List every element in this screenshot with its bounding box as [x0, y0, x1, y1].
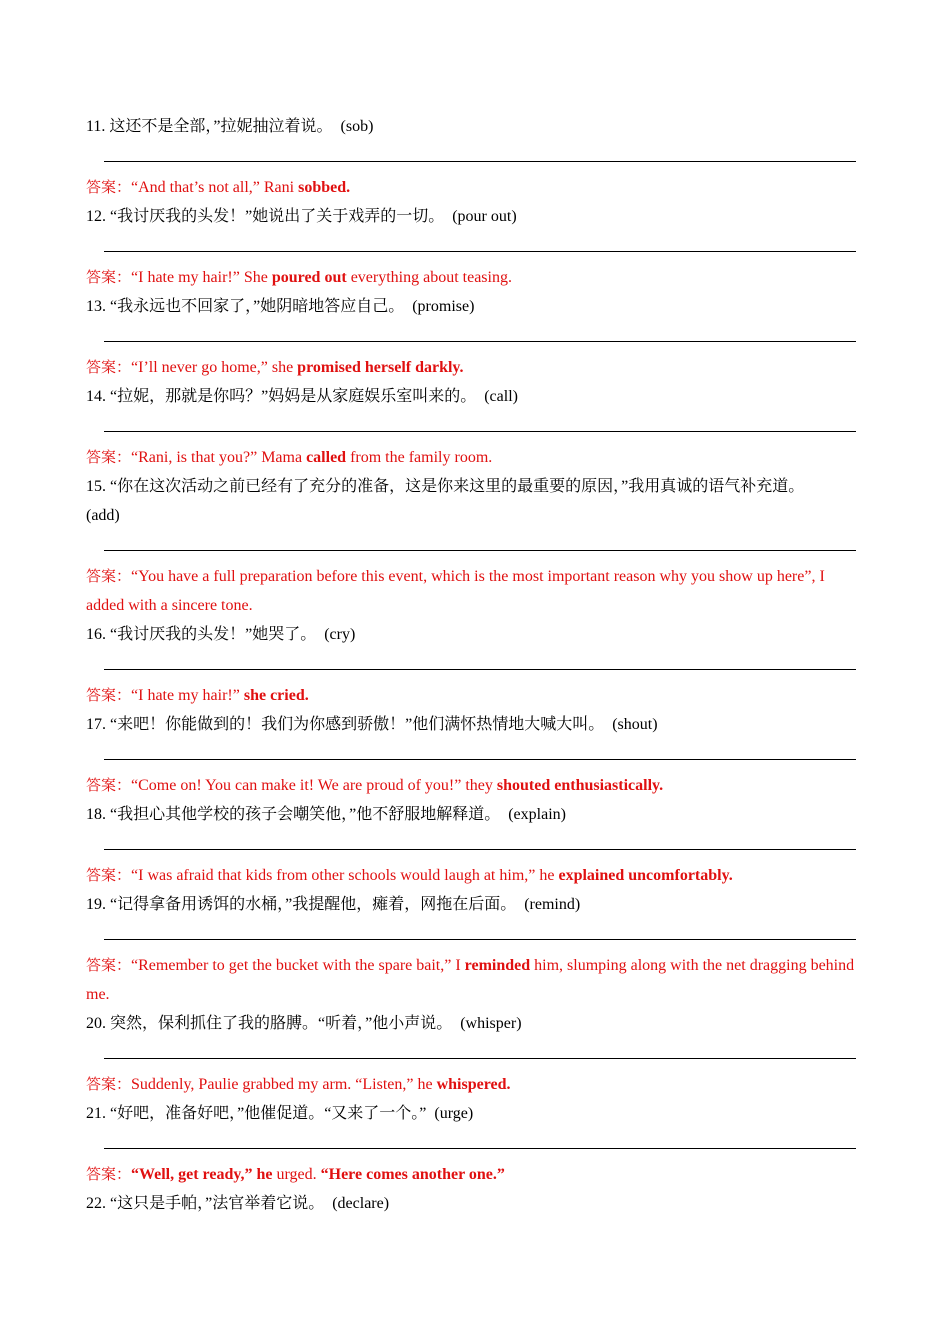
answer-key-phrase: reminded: [464, 957, 531, 974]
question-line: [86, 890, 866, 919]
answer-blank-line[interactable]: [104, 341, 856, 342]
answer-line: [86, 263, 866, 292]
verb-hint: (add): [86, 507, 120, 524]
answer-key-phrase: whispered.: [436, 1076, 511, 1093]
answer-blank-line[interactable]: [104, 550, 856, 551]
answer-key-phrase: shouted enthusiastically.: [496, 777, 664, 794]
question-line: [86, 800, 866, 829]
question-line: [86, 202, 866, 231]
answer-text: “I’ll never go home,” she: [131, 359, 298, 376]
verb-hint: (whisper): [460, 1015, 522, 1032]
exercise-item: [86, 1009, 866, 1099]
answer-text: “Come on! You can make it! We are proud of you!” they: [131, 777, 497, 794]
question-text: “我讨厌我的头发！”她哭了。: [110, 626, 317, 643]
exercise-item: [86, 620, 866, 710]
answer-blank-line[interactable]: [104, 251, 856, 252]
exercise-item: [86, 292, 866, 382]
answer-label: 答案：: [86, 567, 132, 585]
answer-label: 答案：: [86, 358, 132, 376]
question-number: 11.: [86, 118, 106, 135]
question-text: “你在这次活动之前已经有了充分的准备，这是你来这里的最重要的原因，”我用真诚的语气补充道。: [110, 478, 805, 495]
answer-line: [86, 681, 866, 710]
question-line: [86, 382, 866, 411]
question-number: 14.: [86, 388, 106, 405]
answer-key-phrase: sobbed.: [298, 179, 351, 196]
answer-text: “I hate my hair!”: [131, 687, 244, 704]
answer-label: 答案：: [86, 866, 132, 884]
question-text: “我讨厌我的头发！”她说出了关于戏弄的一切。: [110, 208, 445, 225]
question-number: 16.: [86, 626, 106, 643]
exercise-item: [86, 382, 866, 472]
question-number: 17.: [86, 716, 106, 733]
answer-label: 答案：: [86, 956, 132, 974]
answer-text: “You have a full preparation before this event, which is the most important reason why you show up here”, I added with a sincere tone.: [86, 568, 825, 614]
verb-hint: (remind): [524, 896, 581, 913]
answer-line: [86, 1070, 866, 1099]
question-text: 突然，保利抓住了我的胳膊。“听着，”他小声说。: [110, 1015, 453, 1032]
question-number: 12.: [86, 208, 106, 225]
answer-key-phrase: promised herself darkly.: [297, 359, 464, 376]
verb-hint: (sob): [340, 118, 374, 135]
exercise-item: [86, 710, 866, 800]
question-line: [86, 1189, 866, 1218]
question-number: 21.: [86, 1105, 106, 1122]
exercise-item: [86, 1099, 866, 1189]
answer-key-phrase: poured out: [271, 269, 347, 286]
answer-label: 答案：: [86, 448, 132, 466]
verb-hint: (cry): [324, 626, 356, 643]
answer-key-phrase: explained uncomfortably.: [558, 867, 733, 884]
answer-line: [86, 1160, 866, 1189]
answer-blank-line[interactable]: [104, 161, 856, 162]
answer-text: everything about teasing.: [346, 269, 512, 286]
answer-label: 答案：: [86, 178, 132, 196]
exercise-item: [86, 472, 866, 620]
answer-blank-line[interactable]: [104, 939, 856, 940]
answer-line: [86, 443, 866, 472]
answer-line: [86, 951, 866, 1009]
answer-line: [86, 353, 866, 382]
verb-hint: (promise): [412, 298, 475, 315]
answer-text: “I hate my hair!” She: [131, 269, 272, 286]
answer-text: him, slumping along with the net dragging behind me.: [86, 957, 855, 1003]
answer-line: [86, 861, 866, 890]
verb-hint: (urge): [434, 1105, 474, 1122]
exercise-list: [86, 112, 866, 1218]
question-text: “我担心其他学校的孩子会嘲笑他，”他不舒服地解释道。: [110, 806, 501, 823]
exercise-item: [86, 800, 866, 890]
answer-key-phrase: “Here comes another one.”: [320, 1166, 505, 1183]
answer-blank-line[interactable]: [104, 759, 856, 760]
answer-label: 答案：: [86, 1075, 132, 1093]
verb-hint: (pour out): [452, 208, 517, 225]
answer-text: “Rani, is that you?” Mama: [131, 449, 307, 466]
question-text: “记得拿备用诱饵的水桶，”我提醒他，瘫着，网拖在后面。: [110, 896, 517, 913]
question-number: 15.: [86, 478, 106, 495]
question-line: [86, 1099, 866, 1128]
answer-key-phrase: “Well, get ready,” he: [131, 1166, 273, 1183]
verb-hint: (declare): [332, 1195, 390, 1212]
verb-hint: (call): [484, 388, 518, 405]
answer-blank-line[interactable]: [104, 849, 856, 850]
answer-blank-line[interactable]: [104, 1058, 856, 1059]
answer-text: “And that’s not all,” Rani: [131, 179, 299, 196]
exercise-item: [86, 1189, 866, 1218]
question-text: 这还不是全部，”拉妮抽泣着说。: [109, 118, 333, 135]
answer-blank-line[interactable]: [104, 669, 856, 670]
answer-text: “Remember to get the bucket with the spare bait,” I: [131, 957, 465, 974]
question-line: [86, 710, 866, 739]
question-number: 19.: [86, 896, 106, 913]
verb-hint: (explain): [508, 806, 566, 823]
answer-text: urged.: [272, 1166, 321, 1183]
question-line: [86, 1009, 866, 1038]
answer-key-phrase: called: [306, 449, 347, 466]
answer-text: Suddenly, Paulie grabbed my arm. “Listen,” he: [131, 1076, 437, 1093]
question-text: “来吧！你能做到的！我们为你感到骄傲！”他们满怀热情地大喊大叫。: [110, 716, 605, 733]
question-text: “这只是手帕，”法官举着它说。: [110, 1195, 325, 1212]
exercise-item: [86, 890, 866, 1009]
question-number: 13.: [86, 298, 106, 315]
answer-text: from the family room.: [346, 449, 493, 466]
answer-line: [86, 562, 866, 620]
question-line: [86, 472, 866, 530]
question-text: “好吧，准备好吧，”他催促道。“又来了一个。”: [110, 1105, 427, 1122]
answer-text: “I was afraid that kids from other schools would laugh at him,” he: [131, 867, 559, 884]
answer-label: 答案：: [86, 686, 132, 704]
verb-hint: (shout): [612, 716, 658, 733]
question-number: 22.: [86, 1195, 106, 1212]
question-line: [86, 292, 866, 321]
question-text: “拉妮，那就是你吗？”妈妈是从家庭娱乐室叫来的。: [110, 388, 477, 405]
exercise-item: [86, 112, 866, 202]
question-number: 18.: [86, 806, 106, 823]
answer-blank-line[interactable]: [104, 1148, 856, 1149]
exercise-item: [86, 202, 866, 292]
answer-key-phrase: she cried.: [243, 687, 309, 704]
question-line: [86, 620, 866, 649]
answer-line: [86, 771, 866, 800]
answer-label: 答案：: [86, 776, 132, 794]
question-number: 20.: [86, 1015, 106, 1032]
question-line: [86, 112, 866, 141]
question-text: “我永远也不回家了，”她阴暗地答应自己。: [110, 298, 405, 315]
answer-blank-line[interactable]: [104, 431, 856, 432]
answer-label: 答案：: [86, 1165, 132, 1183]
answer-label: 答案：: [86, 268, 132, 286]
answer-line: [86, 173, 866, 202]
